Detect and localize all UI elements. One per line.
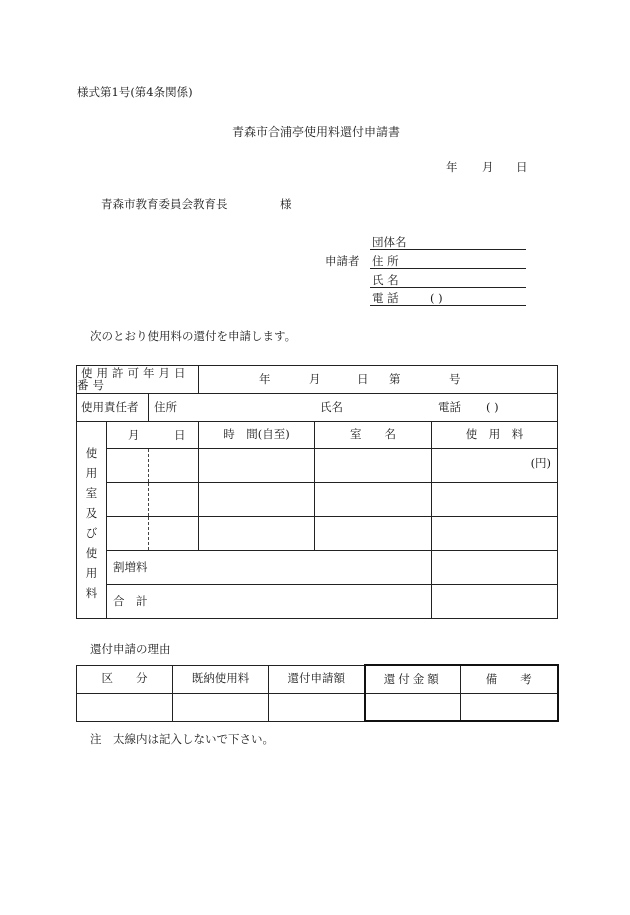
refund-requested-cell[interactable] <box>269 693 365 721</box>
usage-month-cell[interactable] <box>107 483 149 517</box>
side-char: 室 <box>85 486 98 500</box>
refund-value-row <box>77 693 558 721</box>
refund-category-cell[interactable] <box>77 693 173 721</box>
permit-day: 日 <box>357 372 369 386</box>
permit-month: 月 <box>309 372 321 386</box>
responsible-label: 使用責任者 <box>81 399 139 414</box>
head-room: 室 名 <box>315 422 432 449</box>
side-char: 用 <box>85 566 98 580</box>
side-char: 料 <box>85 586 98 600</box>
side-char: 使 <box>85 446 98 460</box>
applicant-group-label: 団体名 <box>372 235 407 249</box>
usage-row <box>77 449 558 483</box>
permit-row <box>77 366 558 394</box>
usage-day-cell[interactable] <box>149 517 199 551</box>
usage-side-label <box>77 422 107 619</box>
refund-head-requested: 還付申請額 <box>269 665 365 693</box>
side-char: 使 <box>85 546 98 560</box>
responsible-phone-paren: ( ) <box>486 400 499 414</box>
refund-amount-cell[interactable] <box>365 693 461 721</box>
usage-time-cell[interactable] <box>199 483 315 517</box>
applicant-label: 申請者 <box>325 254 360 268</box>
responsible-row <box>77 394 558 422</box>
refund-header-row <box>77 665 558 693</box>
permit-label-cell <box>77 366 199 394</box>
applicant-address-label: 住 所 <box>372 254 399 268</box>
head-date-cell <box>107 422 199 449</box>
usage-day-cell[interactable] <box>149 449 199 483</box>
intro-text: 次のとおり使用料の還付を申請します。 <box>90 329 297 343</box>
usage-time-cell[interactable] <box>199 449 315 483</box>
side-char: 及 <box>85 506 98 520</box>
applicant-phone-line[interactable] <box>370 305 526 306</box>
date-year-label: 年 <box>446 160 458 174</box>
responsible-phone-label: 電話 <box>438 400 461 414</box>
surcharge-label-cell <box>107 551 432 585</box>
permit-label: 使用許可年月日番号 <box>77 366 190 392</box>
surcharge-label: 割増料 <box>113 559 148 574</box>
applicant-phone-paren: ( ) <box>430 291 443 305</box>
usage-header-row <box>77 422 558 449</box>
total-label: 合 計 <box>113 593 148 608</box>
refund-table <box>76 664 559 722</box>
applicant-name-label: 氏 名 <box>372 273 399 287</box>
refund-remarks-cell[interactable] <box>461 693 558 721</box>
form-number: 様式第1号(第4条関係) <box>77 85 193 99</box>
usage-fee-cell[interactable] <box>432 517 558 551</box>
addressee-honorific: 様 <box>280 197 292 211</box>
page-title: 青森市合浦亭使用料還付申請書 <box>232 125 401 139</box>
responsible-label-cell <box>77 394 149 422</box>
refund-head-remarks: 備 考 <box>461 665 558 693</box>
permit-go: 号 <box>449 372 461 386</box>
addressee-name: 青森市教育委員会教育長 <box>101 197 228 211</box>
usage-fee-cell[interactable] <box>432 449 558 483</box>
head-day: 日 <box>174 428 186 442</box>
head-time: 時 間(自至) <box>199 422 315 449</box>
usage-time-cell[interactable] <box>199 517 315 551</box>
side-char: 用 <box>85 466 98 480</box>
total-label-cell <box>107 585 432 619</box>
usage-month-cell[interactable] <box>107 449 149 483</box>
responsible-name-label: 氏名 <box>320 400 343 414</box>
usage-room-cell[interactable] <box>315 483 432 517</box>
usage-room-cell[interactable] <box>315 517 432 551</box>
date-month-label: 月 <box>482 160 494 174</box>
refund-head-category: 区 分 <box>77 665 173 693</box>
total-row <box>77 585 558 619</box>
usage-day-cell[interactable] <box>149 483 199 517</box>
responsible-address-label: 住所 <box>154 400 177 414</box>
head-month: 月 <box>128 428 140 442</box>
usage-month-cell[interactable] <box>107 517 149 551</box>
applicant-phone-label: 電 話 <box>372 291 399 305</box>
usage-table <box>76 365 558 619</box>
surcharge-value-cell[interactable] <box>432 551 558 585</box>
date-day-label: 日 <box>516 160 528 174</box>
side-char: び <box>85 526 98 540</box>
usage-fee-cell[interactable] <box>432 483 558 517</box>
applicant-group-line[interactable] <box>370 249 526 250</box>
usage-row <box>77 517 558 551</box>
head-fee: 使 用 料 <box>432 422 558 449</box>
permit-year: 年 <box>259 372 271 386</box>
responsible-value-cell[interactable] <box>149 394 558 422</box>
refund-head-paid: 既納使用料 <box>173 665 269 693</box>
surcharge-row <box>77 551 558 585</box>
total-value-cell[interactable] <box>432 585 558 619</box>
yen-unit: (円) <box>530 456 552 470</box>
refund-paid-cell[interactable] <box>173 693 269 721</box>
refund-head-amount: 還付金額 <box>365 665 461 693</box>
applicant-address-line[interactable] <box>370 268 526 269</box>
usage-row <box>77 483 558 517</box>
applicant-name-line[interactable] <box>370 287 526 288</box>
permit-value-cell[interactable] <box>199 366 558 394</box>
reason-label: 還付申請の理由 <box>90 642 171 656</box>
usage-room-cell[interactable] <box>315 449 432 483</box>
note-text: 注 太線内は記入しないで下さい。 <box>90 732 274 746</box>
permit-dai: 第 <box>389 372 401 386</box>
